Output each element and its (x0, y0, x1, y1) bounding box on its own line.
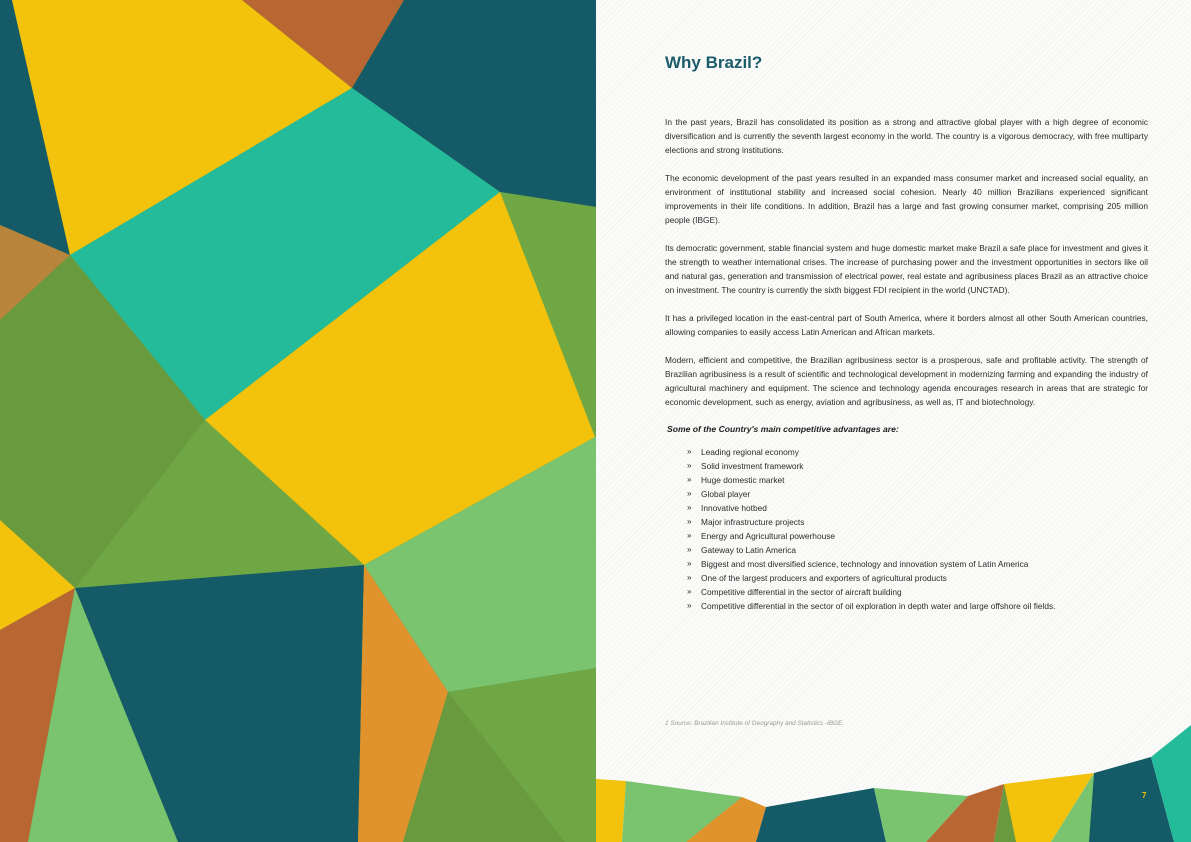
list-item-text: Huge domestic market (701, 475, 785, 485)
bullet-marker: » (687, 461, 692, 470)
list-item-text: Leading regional economy (701, 447, 799, 457)
decorative-bottom-band (596, 0, 1191, 842)
footnote: 1 Source: Brazilian Institute of Geography and Statistics -IBGE. (665, 720, 845, 727)
paragraph: Its democratic government, stable financial system and huge domestic market make Brazil a safe place for investment and gives it the strength to weather international crises. The increase of purchasing power and the investment opportunities in sectors like oil and natural gas, generation and transmission of electrical power, real estate and agribusiness places Brazil as an attractive choice on investment. The country is currently the sixth biggest FDI recipient in the world (UNCTAD). (665, 243, 1148, 295)
paragraph: Modern, efficient and competitive, the Brazilian agribusiness sector is a prosperous, safe and profitable activity. The strength of Brazilian agribusiness is a result of scientific and technological development in modernizing farming and expanding the industry of agricultural machinery and equipment. The science and technology agenda encourages research in areas that are strategic for economic development, such as energy, aviation and agribusiness, as well as, IT and biotechnology. (665, 355, 1148, 407)
list-item-text: Major infrastructure projects (701, 517, 805, 527)
bullet-marker: » (687, 531, 692, 540)
list-item-text: Competitive differential in the sector of aircraft building (701, 587, 902, 597)
bullet-marker: » (687, 503, 692, 512)
bullet-marker: » (687, 475, 692, 484)
page-title: Why Brazil? (665, 53, 763, 72)
list-item-text: Innovative hotbed (701, 503, 767, 513)
bullet-marker: » (687, 517, 692, 526)
bullet-marker: » (687, 447, 692, 456)
text-page (596, 0, 1191, 842)
bullet-marker: » (687, 601, 692, 610)
bullet-marker: » (687, 545, 692, 554)
bullet-marker: » (687, 489, 692, 498)
paragraph: The economic development of the past years resulted in an expanded mass consumer market and increased social equality, an environment of institutional stability and increased social cohesion. Nearly 40 million Brazilians experienced significant improvements in their life conditions. In addition, Brazil has a large and fast growing consumer market, comprising 205 million people (IBGE). (665, 173, 1148, 225)
bullet-marker: » (687, 559, 692, 568)
paragraph: It has a privileged location in the east-central part of South America, where it borders almost all other South American countries, allowing companies to easily access Latin American and African markets. (665, 313, 1148, 337)
list-item-text: Global player (701, 489, 751, 499)
list-item-text: Energy and Agricultural powerhouse (701, 531, 836, 541)
list-item-text: Solid investment framework (701, 461, 804, 471)
advantages-heading: Some of the Country's main competitive advantages are: (667, 424, 899, 434)
list-item-text: One of the largest producers and exporters of agricultural products (701, 573, 947, 583)
paragraph: In the past years, Brazil has consolidated its position as a strong and attractive global player with a high degree of economic diversification and is currently the seventh largest economy in the world. The country is a vigorous democracy, with free multiparty elections and strong institutions. (665, 117, 1148, 155)
page-number: 7 (1142, 791, 1147, 800)
list-item-text: Gateway to Latin America (701, 545, 797, 555)
list-item-text: Biggest and most diversified science, technology and innovation system of Latin America (701, 559, 1029, 569)
list-item-text: Competitive differential in the sector of oil exploration in depth water and large offshore oil fields. (701, 601, 1056, 611)
bullet-marker: » (687, 573, 692, 582)
bullet-marker: » (687, 587, 692, 596)
